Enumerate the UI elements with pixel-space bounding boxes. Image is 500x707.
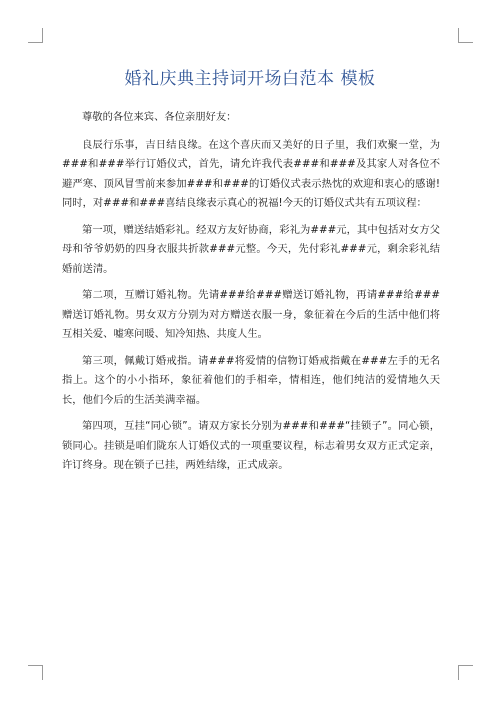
crop-mark-top-left [28, 28, 43, 43]
paragraph-item-1: 第一项，赠送结婚彩礼。经双方友好协商，彩礼为###元，其中包括对女方父母和爷爷奶奶的四身衣服共折款###元整。今天，先付彩礼###元，剩余彩礼结婚前送清。 [62, 223, 440, 275]
crop-mark-top-right [458, 28, 473, 43]
document-title: 婚礼庆典主持词开场白范本 模板 [124, 69, 376, 89]
crop-mark-bottom-right [458, 665, 473, 680]
paragraph-intro: 良辰行乐事，吉日结良缘。在这个喜庆而又美好的日子里，我们欢聚一堂，为###和###举行订婚仪式，首先，请允许我代表###和###及其家人对各位不避严寒、顶风冒雪前来参加###和###的订婚仪式表示热忱的欢迎和衷心的感谢!同时，对###和###喜结良缘表示真心的祝福!今天的订婚仪式共有五项议程： [62, 138, 440, 209]
greeting: 尊敬的各位来宾、各位亲朋好友： [82, 111, 237, 123]
document-body [62, 108, 440, 483]
paragraph-item-2: 第二项，互赠订婚礼物。先请###给###赠送订婚礼物，再请###给###赠送订婚礼物。男女双方分别为对方赠送衣服一身，象征着在今后的生活中他们将互相关爱、嘘寒问暖、知冷知热、共度人生。 [62, 289, 440, 340]
crop-mark-bottom-left [28, 665, 43, 680]
paragraph-item-3: 第三项，佩戴订婚戒指。请###将爱情的信物订婚戒指戴在###左手的无名指上。这个的小小指环，象征着他们的手相牵，情相连，他们纯洁的爱情地久天长，他们今后的生活美满幸福。 [62, 354, 440, 406]
paragraph-item-4: 第四项，互挂“同心锁”。请双方家长分别为###和###“挂锁子”。同心锁，锁同心。挂锁是咱们陇东人订婚仪式的一项重要议程，标志着男女双方正式定亲，许订终身。现在锁子已挂，两姓结缘，正式成亲。 [62, 420, 440, 471]
